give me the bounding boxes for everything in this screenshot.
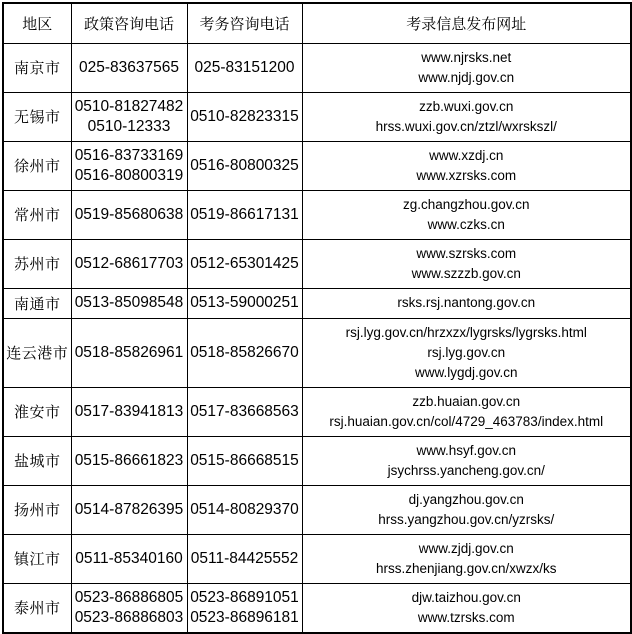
table-body	[3, 43, 631, 633]
policy-phone-line: 0513-85098548	[74, 294, 184, 311]
website-cell	[302, 43, 631, 92]
column-header-policy-phone: 政策咨询电话	[71, 3, 187, 43]
exam-phone-line: 0523-86896181	[190, 608, 299, 626]
exam-phone-cell	[187, 318, 302, 387]
website-url-line: www.xzrsks.com	[416, 167, 517, 183]
website-url-line: hrss.yangzhou.gov.cn/yzrsks/	[378, 511, 555, 527]
policy-phone-line: 0517-83941813	[74, 402, 184, 420]
region-cell: 扬州市	[3, 485, 71, 534]
policy-phone-cell	[71, 387, 187, 436]
policy-phone-line: 0516-83733169	[74, 146, 184, 164]
exam-phone-cell	[187, 239, 302, 288]
table-row	[3, 141, 631, 190]
website-url-line: www.szzzb.gov.cn	[411, 265, 521, 281]
policy-phone-line: 0514-87826395	[74, 500, 184, 518]
website-cell	[302, 436, 631, 485]
region-cell: 南通市	[3, 288, 71, 318]
policy-phone-line: 0510-12333	[87, 117, 171, 135]
policy-phone-cell	[71, 288, 187, 318]
website-cell	[302, 288, 631, 318]
website-url-line: jsychrss.yancheng.gov.cn/	[387, 462, 545, 478]
policy-phone-cell	[71, 534, 187, 583]
exam-phone-cell	[187, 92, 302, 141]
policy-phone-line: 0511-85340160	[75, 549, 183, 567]
policy-phone-line: 0523-86886805	[74, 588, 184, 606]
exam-phone-cell	[187, 534, 302, 583]
website-url-line: rsj.lyg.gov.cn/hrzxzx/lygrsks/lygrsks.html	[345, 324, 587, 340]
exam-phone-line: 0512-65301425	[190, 254, 299, 272]
exam-contact-table	[2, 2, 632, 634]
exam-phone-line: 0516-80800325	[190, 156, 299, 174]
exam-phone-line: 0523-86891051	[190, 588, 299, 606]
policy-phone-cell	[71, 190, 187, 239]
exam-phone-line: 0510-82823315	[190, 107, 299, 125]
exam-phone-cell	[187, 436, 302, 485]
website-url-line: www.czks.cn	[427, 216, 505, 232]
exam-phone-line: 0511-84425552	[190, 549, 299, 567]
website-url-line: rsj.huaian.gov.cn/col/4729_463783/index.html	[329, 413, 604, 429]
table-row	[3, 485, 631, 534]
table-row	[3, 318, 631, 387]
region-cell: 徐州市	[3, 141, 71, 190]
policy-phone-line: 0515-86661823	[74, 451, 184, 469]
exam-phone-cell	[187, 485, 302, 534]
website-url-line: www.njdj.gov.cn	[418, 69, 515, 85]
table-row	[3, 436, 631, 485]
exam-phone-cell	[187, 288, 302, 318]
policy-phone-cell	[71, 485, 187, 534]
policy-phone-line: 0519-85680638	[74, 205, 184, 223]
website-cell	[302, 239, 631, 288]
website-url-line: www.tzrsks.com	[417, 609, 515, 625]
column-header-website: 考录信息发布网址	[302, 3, 631, 43]
region-cell: 泰州市	[3, 583, 71, 633]
website-cell	[302, 141, 631, 190]
table-row	[3, 92, 631, 141]
website-url-line: zzb.wuxi.gov.cn	[419, 98, 514, 114]
website-url-line: hrss.wuxi.gov.cn/ztzl/wxrskszl/	[375, 118, 557, 134]
table-row	[3, 239, 631, 288]
region-cell: 无锡市	[3, 92, 71, 141]
website-url-line: djw.taizhou.gov.cn	[411, 589, 521, 605]
website-url-line: www.zjdj.gov.cn	[418, 540, 514, 556]
table-row	[3, 387, 631, 436]
region-cell: 镇江市	[3, 534, 71, 583]
region-cell: 苏州市	[3, 239, 71, 288]
table-row	[3, 288, 631, 318]
exam-phone-line: 0514-80829370	[190, 500, 299, 518]
region-cell: 盐城市	[3, 436, 71, 485]
website-url-line: rsj.lyg.gov.cn	[427, 344, 506, 360]
exam-phone-line: 0518-85826670	[190, 343, 299, 361]
exam-phone-line: 0515-86668515	[190, 451, 299, 469]
exam-phone-line: 025-83151200	[194, 58, 295, 76]
exam-phone-line: 0519-86617131	[190, 205, 299, 223]
policy-phone-cell	[71, 318, 187, 387]
policy-phone-line: 0512-68617703	[74, 254, 184, 272]
policy-phone-cell	[71, 583, 187, 633]
region-cell: 南京市	[3, 43, 71, 92]
column-header-exam-phone: 考务咨询电话	[187, 3, 302, 43]
policy-phone-cell	[71, 239, 187, 288]
website-url-line: rsks.rsj.nantong.gov.cn	[397, 295, 536, 310]
website-url-line: dj.yangzhou.gov.cn	[408, 491, 524, 507]
table-row	[3, 43, 631, 92]
policy-phone-cell	[71, 436, 187, 485]
website-cell	[302, 534, 631, 583]
website-cell	[302, 318, 631, 387]
website-url-line: hrss.zhenjiang.gov.cn/xwzx/ks	[375, 560, 557, 576]
exam-phone-cell	[187, 190, 302, 239]
exam-phone-cell	[187, 387, 302, 436]
website-url-line: www.hsyf.gov.cn	[416, 442, 517, 458]
policy-phone-line: 025-83637565	[79, 58, 179, 76]
table-row	[3, 534, 631, 583]
website-cell	[302, 583, 631, 633]
policy-phone-cell	[71, 92, 187, 141]
website-url-line: www.szrsks.com	[416, 245, 517, 261]
table-header-row	[3, 3, 631, 43]
policy-phone-line: 0510-81827482	[74, 97, 184, 115]
exam-phone-line: 0513-59000251	[190, 294, 299, 311]
table-row	[3, 190, 631, 239]
exam-phone-line: 0517-83668563	[190, 402, 299, 420]
website-url-line: zzb.huaian.gov.cn	[412, 393, 521, 409]
exam-phone-cell	[187, 43, 302, 92]
policy-phone-cell	[71, 43, 187, 92]
policy-phone-line: 0518-85826961	[74, 343, 184, 361]
website-cell	[302, 387, 631, 436]
column-header-region: 地区	[3, 3, 71, 43]
region-cell: 淮安市	[3, 387, 71, 436]
policy-phone-line: 0523-86886803	[74, 608, 184, 626]
website-cell	[302, 190, 631, 239]
website-cell	[302, 485, 631, 534]
table-row	[3, 583, 631, 633]
region-cell: 连云港市	[3, 318, 71, 387]
policy-phone-cell	[71, 141, 187, 190]
website-url-line: www.xzdj.cn	[429, 147, 504, 163]
exam-phone-cell	[187, 141, 302, 190]
website-url-line: www.lygdj.gov.cn	[414, 364, 518, 380]
website-url-line: www.njrsks.net	[421, 49, 512, 65]
website-cell	[302, 92, 631, 141]
region-cell: 常州市	[3, 190, 71, 239]
website-url-line: zg.changzhou.gov.cn	[402, 196, 530, 212]
policy-phone-line: 0516-80800319	[74, 166, 184, 184]
exam-phone-cell	[187, 583, 302, 633]
